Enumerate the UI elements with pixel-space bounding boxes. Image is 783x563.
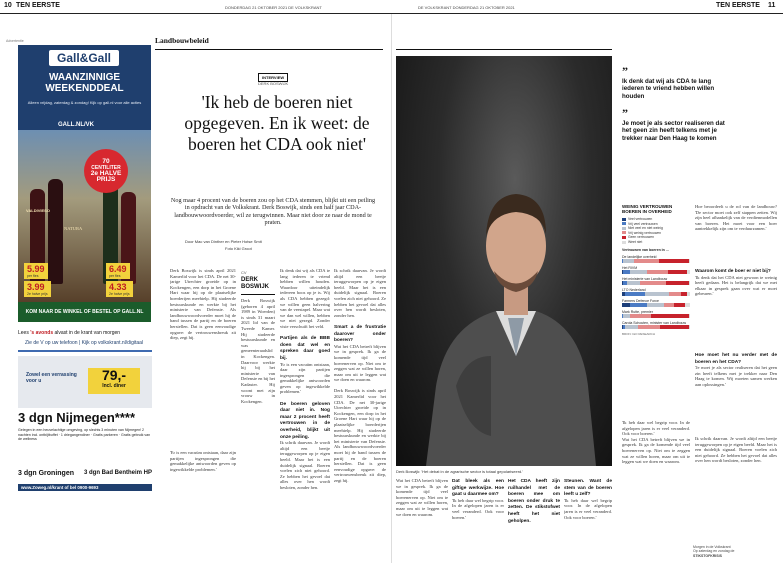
quote-text: Je moet je als sector realiseren dat het geen zin heeft telkens met je trekker naar Den Haag te komen	[622, 119, 725, 142]
chart-category-label: Mark Rutte, premier	[622, 309, 653, 314]
article-subhead: Partijen als de BBB doen dat wel en spreken daar goed bij.	[280, 336, 330, 361]
ad-price-4: 4.33 2e halve prijs	[106, 281, 133, 297]
ad-url[interactable]: GALL.NL/VK	[58, 122, 94, 128]
right-column-c	[695, 352, 777, 432]
right-column-a	[695, 204, 777, 264]
travel-ad-title: 3 dgn Nijmegen****	[18, 410, 136, 425]
chart-bar	[622, 314, 690, 318]
chart-bar-segment	[689, 325, 690, 329]
chart-bar-segment	[687, 292, 690, 296]
article-byline: Door Mac van Dinther en Pieter Hotse Smit	[185, 239, 262, 244]
ad-brand-1: VALDIVIESO	[26, 208, 50, 213]
chart-bar-segment	[625, 325, 637, 329]
chart-category-label: Farmers Defence Force	[622, 298, 659, 303]
ad-footer[interactable]: KOM NAAR DE WINKEL OF BESTEL OP GALL.NL	[18, 302, 151, 322]
cv-text: Derk Boswijk (geboren 4 april 1989 in Woerden) is sinds 31 maart 2021 lid van de Tweede Kamer. Hij studeerde bestuurskunde en was gemeenteraadslid in Kockengen. Daarvoor werkte hij bij het ministerie van Defensie en bij het Kadaster. Hij woont met zijn vrouw in Kockengen.	[241, 298, 275, 404]
article-headline: 'Ik heb de boeren niet opgegeven. En ik weet: de boeren het CDA ook niet'	[184, 92, 370, 154]
ad-price-1: 5.99 per fles	[24, 263, 48, 279]
legend-label: Vrij weinig vertrouwen	[628, 230, 662, 235]
chart-bar	[622, 303, 690, 307]
chart-bar-segment	[625, 292, 645, 296]
travel-ad-card[interactable]	[18, 356, 152, 408]
article-column-1b	[170, 450, 236, 540]
travel-ad-price: 79,- Incl. diner	[88, 368, 140, 394]
footer-brand: STIKSTOFKRISIS	[693, 553, 722, 558]
portrait-photo	[396, 56, 612, 466]
article-kicker: INTERVIEW	[258, 73, 288, 82]
chart-bar-segment	[651, 314, 689, 318]
article-subhead: Smart a de frustratie daarover onder boeren?	[334, 324, 386, 344]
column-text: Ik schrik daarvan. Je wordt altijd een beetje teruggeworpen op je eigen beeld. Maar het is een duidelijk signaal. Boeren voelen zich niet gehoord. Ze hebben het gevoel dat alles over hen wordt besloten, zonder hen.	[334, 268, 386, 318]
photo-credit: Foto Kiki Groot	[225, 246, 252, 251]
cv-box	[241, 270, 275, 518]
chart-bar	[622, 281, 690, 285]
chart-bar-segment	[668, 270, 687, 274]
column-text: 'Er is een vacuüm ontstaan, daar zijn partijen ingesprongen die gemakkelijke antwoorden geven op ingewikkelde problemen.'	[170, 450, 236, 472]
chart-bar-segment	[623, 270, 630, 274]
right-column-e	[695, 436, 777, 536]
chart-subtitle: Vertrouwen van boeren in ...	[622, 247, 669, 252]
chart-category-label: De landelijke overheid	[622, 254, 657, 259]
chart-bar-segment	[689, 281, 690, 285]
legend-label: Veel vertrouwen	[628, 217, 653, 221]
right-section-title: TEN EERSTE	[716, 2, 760, 9]
footer-line-2: Op zaterdag en zondag de	[693, 549, 735, 554]
gall-ad[interactable]	[18, 45, 151, 322]
promo-offer: 2e HALVE	[90, 170, 122, 177]
chart-bar-segment	[687, 270, 690, 274]
chart-bar-segment	[647, 270, 667, 274]
legend-label: Geen vertrouwen	[628, 235, 655, 240]
chart-bar-segment	[689, 259, 690, 263]
travel-ad-body	[18, 428, 152, 442]
promo-strip-text	[18, 330, 152, 336]
article-kicker-name: DERK BOSWIJK	[258, 81, 289, 86]
legend-swatch	[622, 236, 626, 239]
ad-logo: Gall&Gall	[49, 50, 119, 66]
article-subhead: Het CDA heeft zijn ruilhandel met de boeren mee om boeren onder druk te zetten. De stikstofwet heeft het niet geholpen.	[508, 479, 560, 524]
cv-label: CV	[241, 270, 247, 275]
pull-quote-1	[622, 64, 732, 100]
article-column-3	[280, 268, 330, 538]
divider	[18, 350, 152, 352]
promo-strip-link[interactable]: Zie de V op uw telefoon | Kijk op volkskrant.nl/digitaal	[25, 340, 144, 346]
right-page-number: 11	[768, 2, 776, 9]
legend-swatch	[622, 222, 626, 225]
legend-label: Niet veel en niet weinig	[628, 226, 663, 231]
chart-source: BRON: I&O RESEARCH	[622, 331, 656, 336]
legend-swatch	[622, 241, 626, 244]
chart-bar-segment	[640, 281, 665, 285]
column-text: Wat het CDA betreft blijven we in gesprek. Ik ga de komende tijd veel boerenerven op. Niet om te zeggen wat ze willen horen, maar om uit te leggen wat we doen en waarom.	[396, 478, 448, 517]
chart-bar-segment	[630, 270, 647, 274]
chart-legend	[622, 217, 690, 245]
legend-swatch	[622, 218, 626, 221]
travel-ad-url[interactable]: www.Zoweg.nl/krant of bel 0900-9693	[18, 484, 152, 491]
chart-bar	[622, 270, 690, 274]
column-text: Derk Boswijk is sinds april 2021 Kamerlid voor het CDA. De net 30-jarige Utrechter groeide op in Kockengen, een dorp in het Groene Hart waar hij op de plaatselijke boerderijen meehielp. Hij studeerde bestuurskunde en werkte bij het ministerie van Defensie. Als landbouwwoordvoerder moet hij de band tussen de partij en de boeren herstellen. Dat is geen eenvoudige opgave: de vertrouwensbreuk zit diep, zegt hij.	[334, 388, 386, 483]
article-subhead: Dat bleek als een giftige werkwijze. Hoe gaat u daarmee om?	[452, 479, 504, 498]
column-text: 'Ik heb daar wel begrip voor. In de afgelopen jaren is er veel veranderd. Ook voor boeren.'	[564, 497, 612, 520]
promo-volume: 70	[102, 158, 110, 165]
chart-bar-segment	[623, 259, 633, 263]
legend-swatch	[622, 227, 626, 230]
page-footer	[693, 545, 779, 558]
chart-title: WEINIG VERTROUWEN BOEREN IN OVERHEID	[622, 204, 673, 214]
strip-pre: Lees	[18, 330, 31, 336]
quote-text: Ik denk dat wij als CDA te lang iederen te vriend hebben willen houden	[622, 77, 715, 100]
section-rule	[155, 49, 383, 50]
chart-bar-segment	[634, 259, 660, 263]
column-text: 'Je moet je als sector realiseren dat het geen zin heeft telkens met je trekker naar Den Haag te komen. Wij moeten samen werken aan oplossingen.'	[695, 365, 777, 387]
chart-bar-segment	[660, 325, 689, 329]
column-text: Hoe beoordeelt u de rol van de landbouw? 'De sector moet ook zelf stappen zetten. Wij zijn heel afhankelijk van de verdienmodellen van boeren. Het moet voor een boer aantrekkelijk zijn om te verduurzamen.'	[695, 204, 777, 232]
portrait-figure	[396, 56, 612, 466]
column-text: Derk Boswijk is sinds april 2021 Kamerlid voor het CDA. De net 30-jarige Utrechter groeide op in Kockengen, een dorp in het Groene Hart waar hij op de plaatselijke boerderijen meehielp. Hij studeerde bestuurskunde en werkte bij het ministerie van Defensie. Als landbouwwoordvoerder moet hij de band tussen de partij en de boeren herstellen. Dat is geen eenvoudige opgave: de vertrouwensbreuk zit diep, zegt hij.	[170, 268, 236, 341]
chart-category-label: LTO Nederland	[622, 287, 646, 292]
chart-bar	[622, 292, 690, 296]
travel-ad-description: Gelegen in een heuvelachtige omgeving, op slechts 3 minuten van Nijmegen! 2 nachten incl. ontbijtbuffet · 1 driegangendiner · Gratis parkeren · Gratis gebruik van de wellness	[18, 428, 151, 442]
chart-category-label: Het RIVM	[622, 265, 638, 270]
column-text: Ik schrik daarvan. Je wordt altijd een beetje teruggeworpen op je eigen beeld. Maar het is een duidelijk signaal. Boeren voelen zich niet gehoord. Ze hebben het gevoel dat alles over hen wordt besloten, zonder hen.	[695, 436, 777, 464]
article-column-8	[564, 478, 612, 558]
chart-bar-segment	[664, 303, 674, 307]
chart-bar-segment	[645, 292, 669, 296]
left-page-number: 10	[4, 2, 12, 9]
chart-bar-segment	[638, 325, 660, 329]
legend-swatch	[622, 231, 626, 234]
right-column-b	[695, 268, 777, 348]
chart-bar-segment	[689, 314, 690, 318]
ad-promo-badge	[84, 149, 128, 193]
promo-price-word: PRIJS	[96, 176, 116, 183]
article-column-7	[508, 478, 560, 558]
ad-brand-2: NATURA	[64, 226, 83, 231]
travel-ad-sub-2: 3 dgn Bad Bentheim HP	[84, 470, 153, 476]
column-text: Ik schrik daarvan. Je wordt altijd een beetje teruggeworpen op je eigen beeld. Maar het is een duidelijk signaal. Boeren voelen zich niet gehoord. Ze hebben het gevoel dat alles over hen wordt besloten, zonder hen.	[280, 440, 330, 490]
section-title: Landbouwbeleid	[155, 36, 209, 45]
quote-mark-icon: ”	[622, 64, 628, 78]
column-text: 'Er is een vacuüm ontstaan, daar zijn partijen ingesprongen die gemakkelijke antwoorden geven op ingewikkelde problemen.'	[280, 361, 330, 395]
article-column-6	[452, 478, 504, 558]
photo-caption: Derk Boswijk: 'Het debat in de agrarische sector is totaal gepolariseerd.'	[396, 469, 524, 474]
chart-bar-segment	[669, 292, 681, 296]
cv-rule	[241, 294, 275, 295]
legend-item	[622, 240, 690, 245]
column-text: Wat het CDA betreft blijven we in gesprek. Ik ga de komende tijd veel boerenerven op. Niet om te zeggen wat ze willen horen, maar om uit te leggen wat we doen en waarom.	[622, 436, 690, 465]
strip-bold: 's avonds	[30, 330, 54, 336]
article-column-4	[334, 268, 386, 538]
chart-bar-segment	[622, 303, 630, 307]
chart-bar-segment	[685, 303, 690, 307]
ad-price-3: 6.49 per fles	[106, 263, 130, 279]
article-column-5	[396, 478, 448, 558]
wine-bottle-icon	[48, 179, 63, 284]
chart-bar-segment	[630, 303, 647, 307]
travel-ad-text: Zowel een verrassing voor u	[26, 372, 77, 384]
column-text: 'Ik heb daar wel begrip voor. In de afgelopen jaren is er veel veranderd. Ook voor boeren.'	[622, 420, 690, 437]
article-subhead: Steunen. Want de stem van de boeren leeft u zelf?	[564, 479, 612, 498]
left-section-title: TEN EERSTE	[16, 2, 60, 9]
chart-bar-segment	[666, 281, 689, 285]
page-header	[0, 0, 783, 14]
chart-bar-segment	[674, 303, 685, 307]
strip-post: alvast in de krant van morgen	[53, 330, 121, 336]
advertisement-label: Advertentie	[6, 39, 24, 43]
ad-subline: Alleen vrijdag, zaterdag & zondag! Kijk op gall.nl voor alle acties	[27, 100, 142, 105]
right-column-d	[622, 420, 690, 540]
footer-line-1: Morgen in de Volkskrant	[693, 545, 731, 549]
travel-ad-sub-1: 3 dgn Groningen	[18, 470, 74, 477]
page-gutter	[391, 14, 392, 563]
chart-bar	[622, 325, 690, 329]
chart-bar-segment	[659, 259, 688, 263]
right-page-meta: DE VOLKSKRANT DONDERDAG 21 OKTOBER 2021	[418, 5, 515, 10]
chart-bar-segment	[623, 314, 630, 318]
chart-category-label: Het ministerie van Landbouw	[622, 276, 668, 281]
column-text: Wat het CDA betreft blijven we in gesprek. Ik ga de komende tijd veel boerenerven op. Niet om te zeggen wat ze willen horen, maar om uit te leggen wat we doen en waarom.	[334, 343, 386, 383]
ad-price-2: 3.99 2e halve prijs	[24, 281, 51, 297]
pull-quote-2	[622, 106, 732, 142]
article-subhead: Waarom komt de boer er niet bij?	[695, 269, 771, 274]
article-subhead: Hoe moet het nu verder met de boeren en het CDA?	[695, 353, 777, 365]
chart-bar-segment	[647, 303, 664, 307]
cv-name: DERK BOSWIJK	[241, 277, 270, 290]
left-page-meta: DONDERDAG 21 OKTOBER 2021 DE VOLKSKRANT	[225, 5, 322, 10]
section-rule	[396, 49, 612, 50]
column-text: Ik denk dat wij als CDA te lang iederen te vriend hebben willen houden. Waardoor uiteindelijk iedereen boos op je is. Wij als CDA hebben gezegd: we willen geen halvering van de veestapel. Maar wat we dan wel willen, hebben we niet gezegd. Zonder visie verschuift het veld.	[280, 268, 330, 329]
promo-unit: CENTILITER	[91, 165, 121, 171]
trust-chart	[622, 204, 690, 414]
legend-label: Vrij veel vertrouwen	[628, 221, 658, 226]
column-text: 'Ik heb daar wel begrip voor. In de afgelopen jaren is er veel veranderd. Ook voor boeren.'	[452, 497, 504, 520]
article-intro: Nog maar 4 procent van de boeren zou op het CDA stemmen, blijkt uit een peiling in opdracht van de Volkskrant. Derk Boswijk, sinds een half jaar CDA-landbouwwoordvoerder, wil ze terugwinnen. Maar niet door ze naar de mond te praten.	[170, 197, 376, 227]
ad-headline: WAANZINNIGE WEEKENDDEAL	[45, 72, 124, 94]
column-text: 'Ik denk dat het CDA niet gewoon te weinig heeft gedaan. Het is belangrijk dat we met elkaar in gesprek gaan over wat er moet gebeuren.'	[695, 274, 777, 297]
chart-category-label: Carola Schouten, minister van Landbouw	[622, 320, 687, 325]
quote-mark-icon: ”	[622, 106, 628, 120]
chart-bar-segment	[627, 281, 641, 285]
chart-bar	[622, 259, 690, 263]
chart-bar-segment	[630, 314, 650, 318]
chart-bars	[622, 255, 690, 329]
article-subhead: De boeren geloven daar niet in. Nog maar 2 procent heeft vertrouwen in de overheid, blijkt uit onze peiling.	[280, 401, 330, 440]
article-column-1	[170, 268, 236, 448]
legend-label: Weet niet	[628, 239, 643, 244]
